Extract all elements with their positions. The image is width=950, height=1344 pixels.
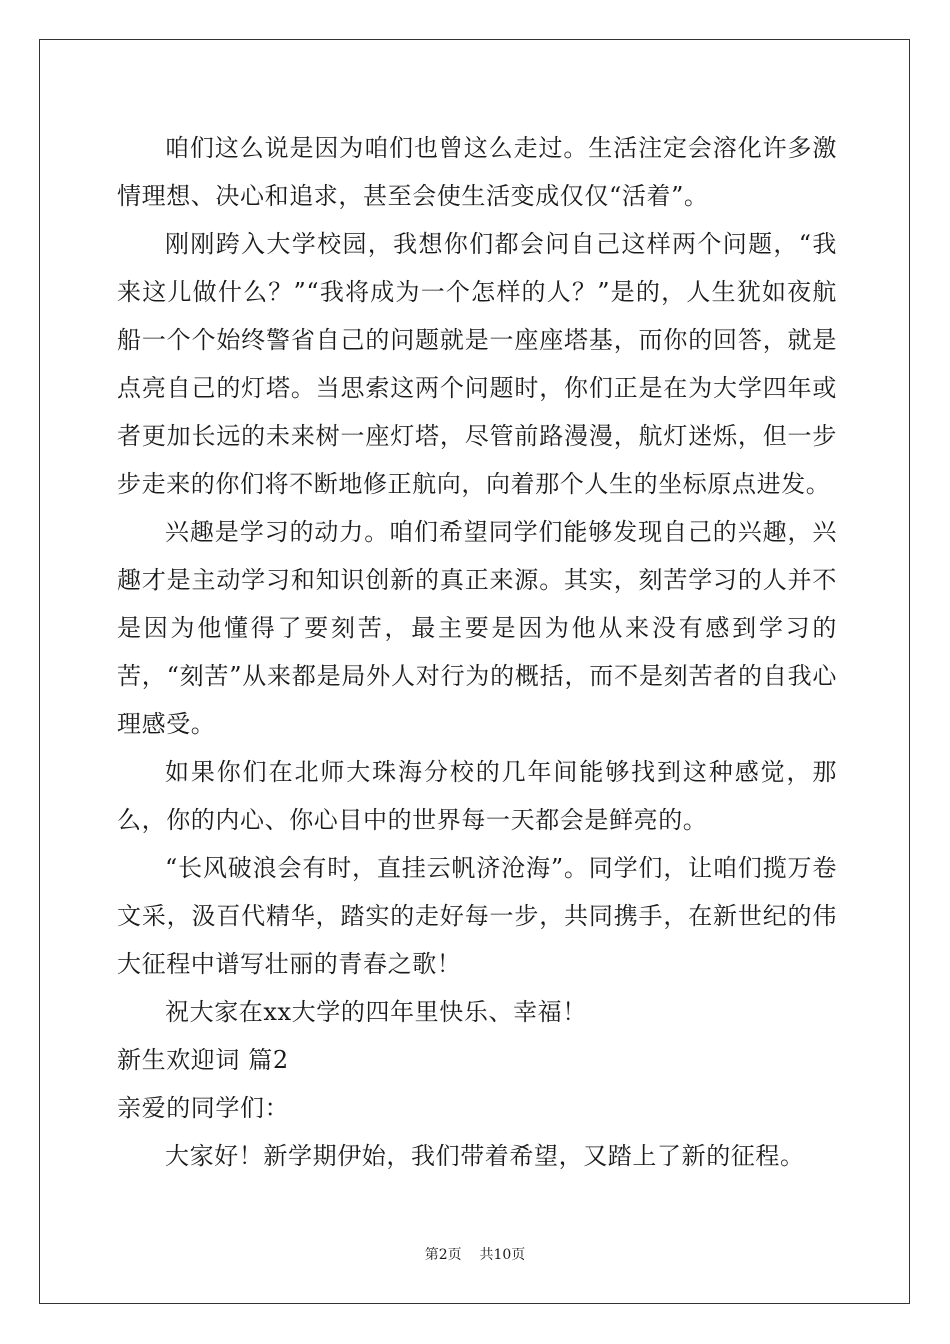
body-paragraph-5: “长风破浪会有时，直挂云帆济沧海”。同学们，让咱们揽万卷文采，汲百代精华，踏实的走好每一步，共同携手，在新世纪的伟大征程中谱写壮丽的青春之歌！ [117, 854, 837, 978]
body-paragraph-3: 兴趣是学习的动力。咱们希望同学们能够发现自己的兴趣，兴趣才是主动学习和知识创新的真正来源。其实，刻苦学习的人并不是因为他懂得了要刻苦，最主要是因为他从来没有感到学习的苦，“刻苦”从来都是局外人对行为的概括，而不是刻苦者的自我心理感受。 [117, 518, 837, 738]
body-paragraph-4: 如果你们在北师大珠海分校的几年间能够找到这种感觉，那么，你的内心、你心目中的世界每一天都会是鲜亮的。 [117, 758, 837, 834]
body-paragraph-2: 刚刚跨入大学校园，我想你们都会问自己这样两个问题，“我来这儿做什么？”“我将成为一个怎样的人？”是的，人生犹如夜航船一个个始终警省自己的问题就是一座座塔基，而你的回答，就是点亮自己的灯塔。当思索这两个问题时，你们正是在为大学四年或者更加长远的未来树一座灯塔，尽管前路漫漫，航灯迷烁，但一步步走来的你们将不断地修正航向，向着那个人生的坐标原点进发。 [117, 230, 837, 498]
document-body [117, 124, 837, 1180]
salutation: 亲爱的同学们： [117, 1094, 290, 1122]
page-footer [0, 1245, 950, 1265]
section-heading: 新生欢迎词 篇2 [117, 1046, 289, 1074]
page-number: 第2页 [424, 1247, 462, 1263]
page-total: 共10页 [479, 1247, 526, 1263]
body-paragraph-1: 咱们这么说是因为咱们也曾这么走过。生活注定会溶化许多激情理想、决心和追求，甚至会使生活变成仅仅“活着”。 [117, 134, 837, 210]
body-paragraph-6: 祝大家在xx大学的四年里快乐、幸福！ [165, 998, 587, 1026]
closing-paragraph: 大家好！新学期伊始，我们带着希望，又踏上了新的征程。 [165, 1142, 805, 1170]
